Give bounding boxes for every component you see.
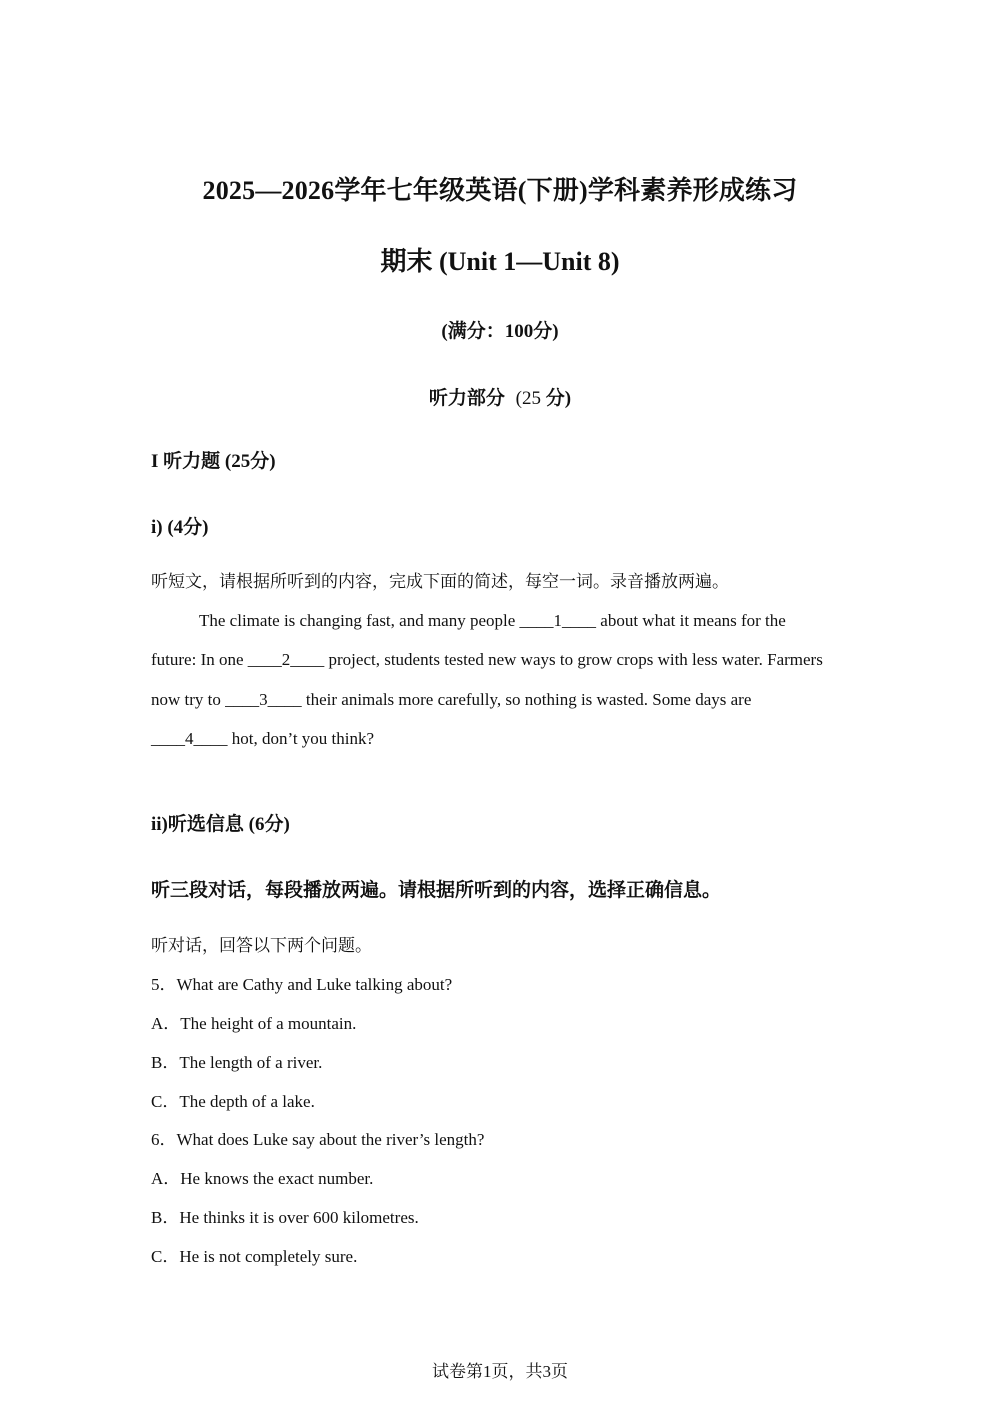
listening-part-score: (25 — [515, 388, 541, 409]
exam-subtitle: 期末 (Unit 1—Unit 8) — [380, 247, 620, 276]
option-text: The depth of a lake. — [179, 1092, 315, 1111]
page-footer: 试卷第1页，共3页 — [432, 1362, 568, 1381]
question-6 — [151, 1130, 484, 1150]
option-text: The length of a river. — [179, 1053, 323, 1072]
part-i-instruction: 听短文，请根据所听到的内容，完成下面的简述，每空一词。录音播放两遍。 — [151, 572, 729, 591]
part-ii-instruction: 听三段对话，每段播放两遍。请根据所听到的内容，选择正确信息。 — [151, 880, 722, 901]
question-text: What does Luke say about the river’s length? — [176, 1130, 485, 1149]
option-6a — [151, 1169, 373, 1189]
option-5b — [151, 1053, 322, 1073]
exam-title: 2025—2026学年七年级英语(下册)学科素养形成练习 — [202, 176, 798, 205]
passage-line: The climate is changing fast, and many people ____1____ about what it means for the — [199, 611, 786, 630]
option-label: B． — [151, 1053, 180, 1072]
passage-line: future: In one ____2____ project, students tested new ways to grow crops with less water. Farmers — [151, 650, 823, 669]
listening-part-heading — [0, 383, 1000, 410]
option-text: He thinks it is over 600 kilometres. — [179, 1208, 419, 1227]
passage-line: now try to ____3____ their animals more carefully, so nothing is wasted. Some days are — [151, 690, 752, 709]
listening-part-label: 听力部分 — [428, 388, 505, 409]
option-text: The height of a mountain. — [180, 1014, 357, 1033]
option-text: He is not completely sure. — [179, 1247, 358, 1266]
full-score: (满分：100分) — [441, 321, 559, 342]
listening-part-score-suffix: 分) — [545, 388, 572, 409]
part-i-heading: i) (4分) — [151, 517, 209, 538]
option-label: A． — [151, 1014, 181, 1033]
question-number: 6． — [151, 1130, 177, 1149]
passage-line: ____4____ hot, don’t you think? — [151, 729, 375, 748]
part-ii-heading: ii)听选信息 (6分) — [151, 814, 290, 835]
option-6b — [151, 1208, 419, 1228]
option-text: He knows the exact number. — [180, 1169, 374, 1188]
option-label: C． — [151, 1092, 180, 1111]
option-5c — [151, 1092, 315, 1112]
section-heading: I 听力题 (25分) — [151, 451, 276, 472]
option-label: A． — [151, 1169, 181, 1188]
question-5 — [151, 975, 452, 995]
option-label: B． — [151, 1208, 180, 1227]
part-ii-sub-instruction: 听对话，回答以下两个问题。 — [151, 936, 372, 955]
question-number: 5． — [151, 975, 177, 994]
option-label: C． — [151, 1247, 180, 1266]
option-5a — [151, 1014, 356, 1034]
option-6c — [151, 1247, 357, 1267]
question-text: What are Cathy and Luke talking about? — [176, 975, 453, 994]
